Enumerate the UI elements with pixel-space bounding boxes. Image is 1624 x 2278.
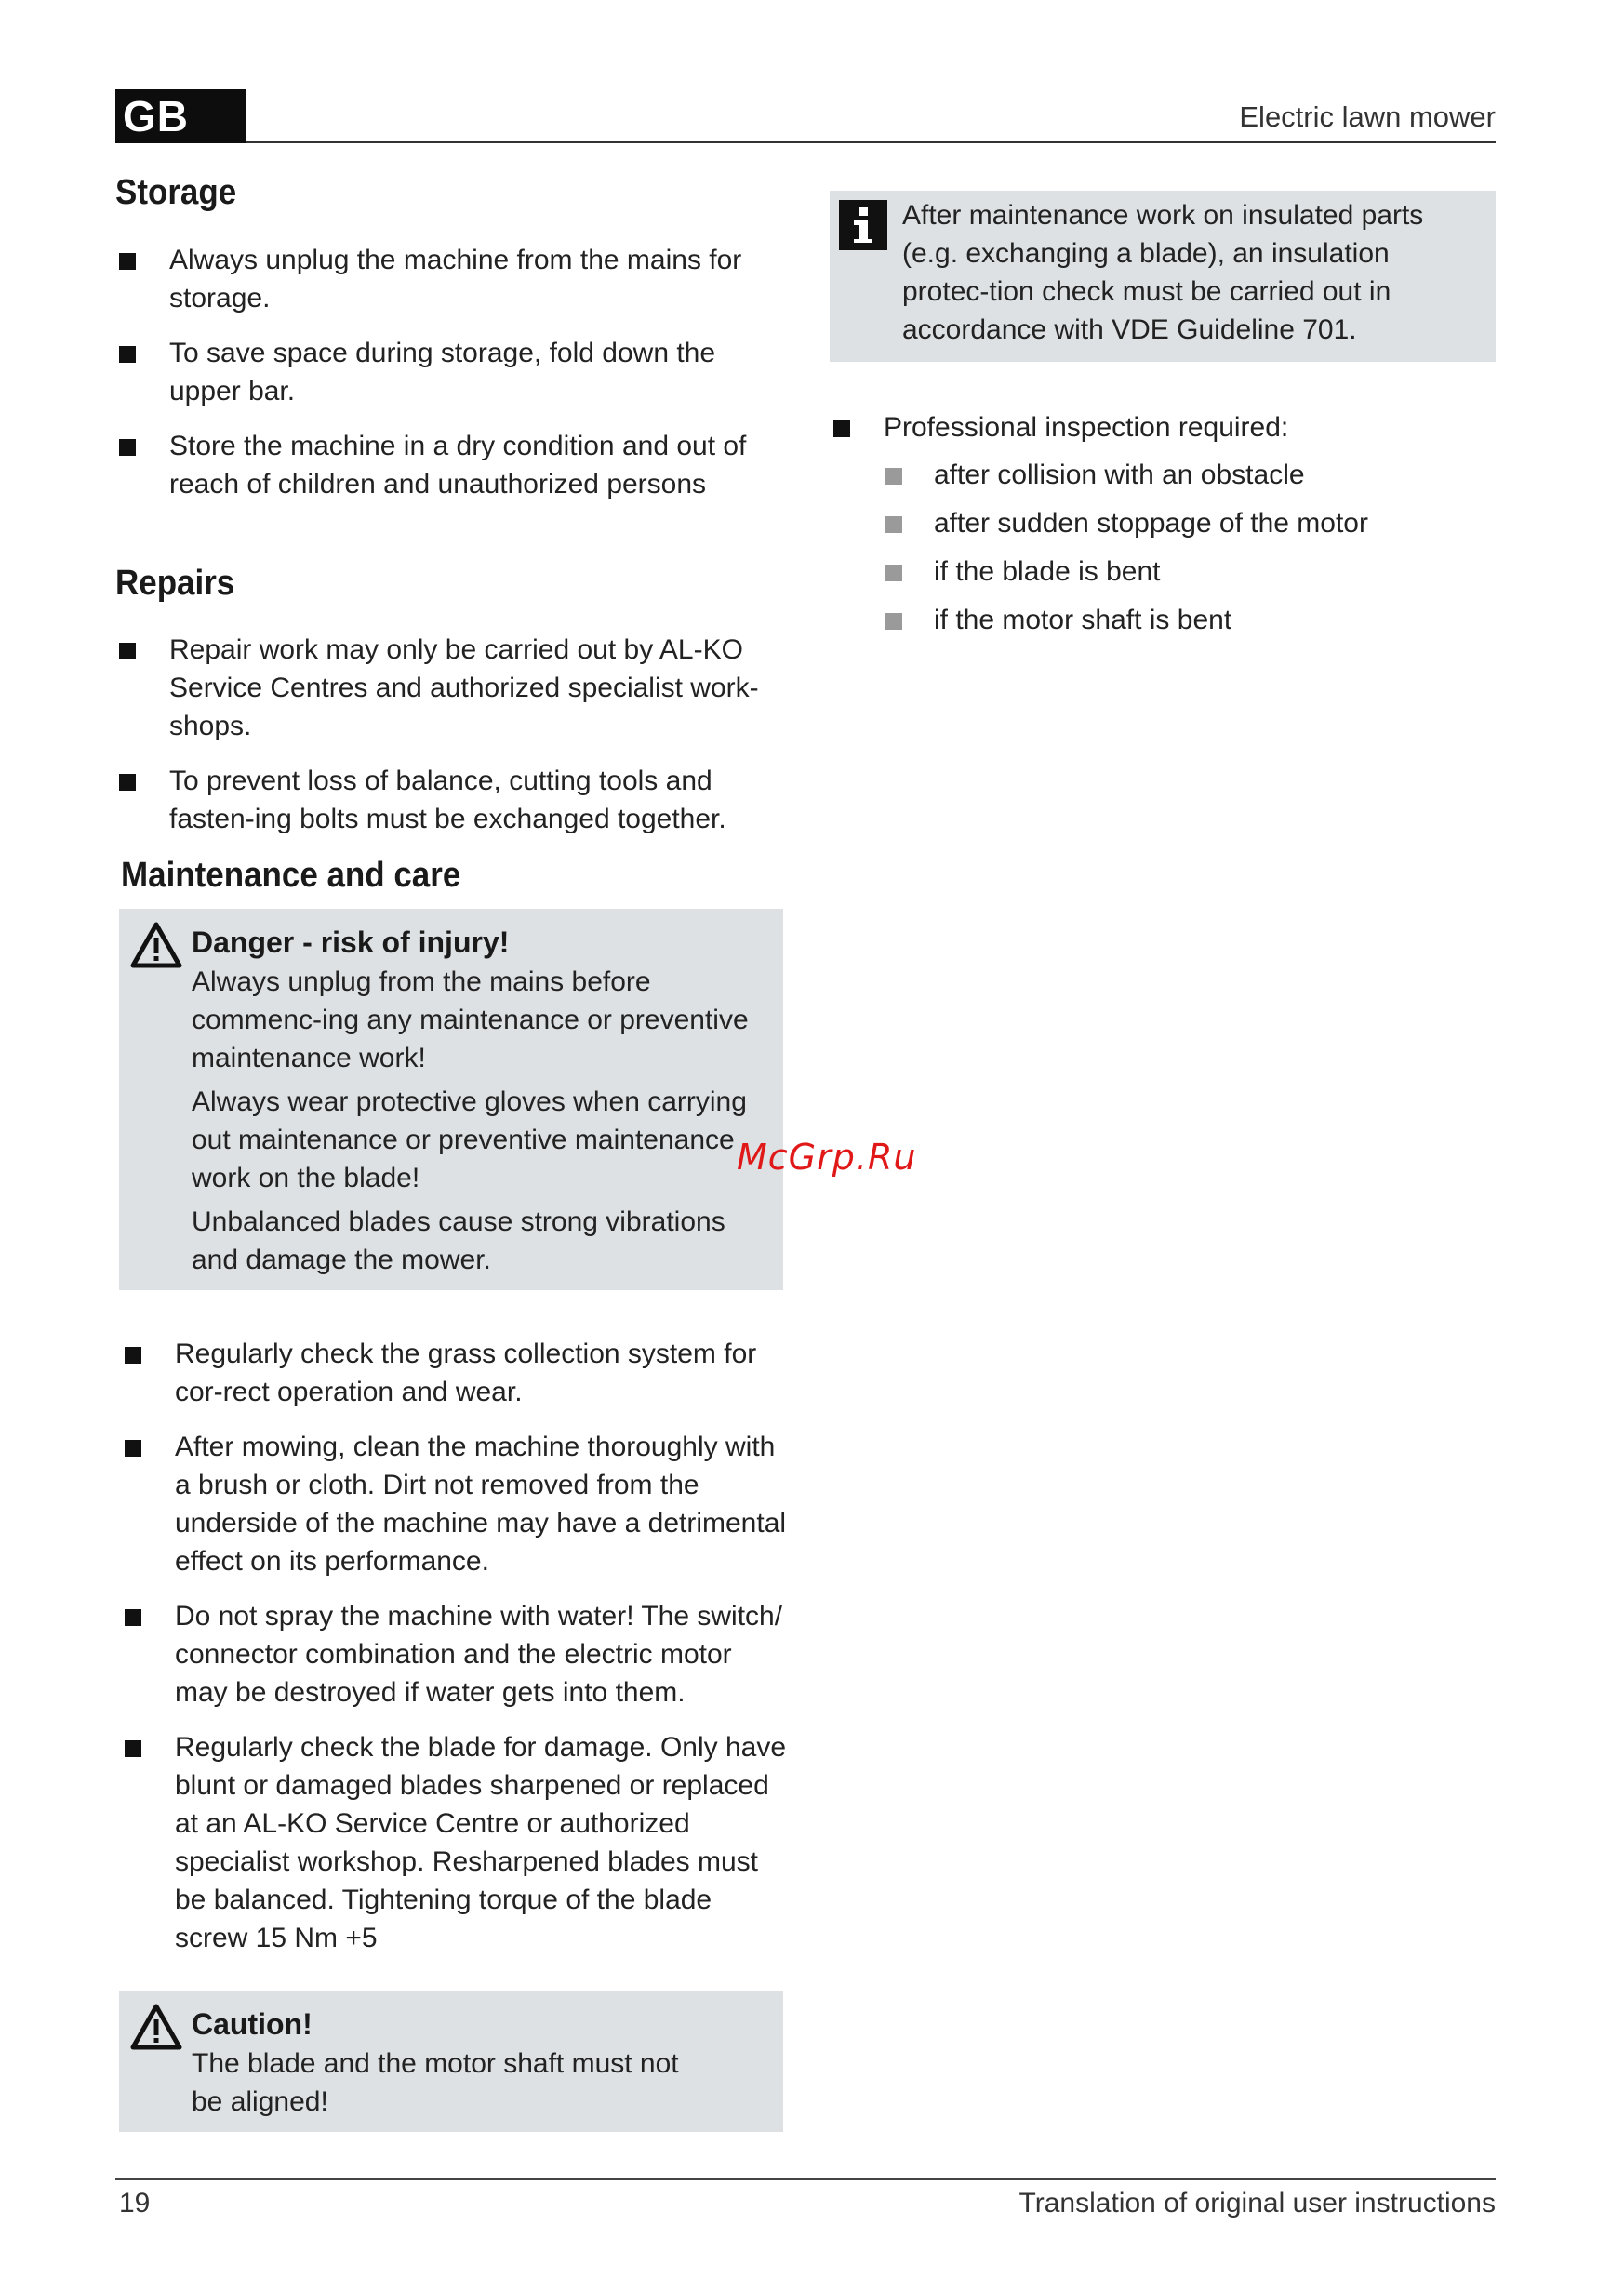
danger-title: Danger - risk of injury! (192, 925, 510, 959)
list-item: After mowing, clean the machine thoroughly with a brush or cloth. Dirt not removed from the underside of the machine may have a detrimental effect on its performance. (121, 1428, 789, 1580)
info-notice (830, 191, 1496, 362)
danger-paragraph: Always unplug from the mains before commenc-ing any maintenance or preventive maintenance work! (192, 966, 749, 1073)
list-item: Repair work may only be carried out by AL-KO Service Centres and authorized specialist work-shops. (115, 631, 765, 745)
info-icon (839, 200, 887, 255)
info-text: After maintenance work on insulated parts (e.g. exchanging a blade), an insulation protec-tion check must be carried out in accordance with VDE Guideline 701. (902, 200, 1424, 345)
repairs-list (115, 631, 785, 838)
header-rule (246, 141, 1496, 143)
list-item: Always unplug the machine from the mains for storage. (115, 241, 765, 317)
language-badge: GB (115, 89, 246, 143)
list-item: To save space during storage, fold down the upper bar. (115, 334, 783, 410)
inspection-label: Professional inspection required: (830, 408, 1496, 446)
repairs-heading: Repairs (115, 563, 235, 603)
list-item: To prevent loss of balance, cutting tools and fasten-ing bolts must be exchanged together. (115, 762, 802, 838)
footer-note: Translation of original user instructions (1018, 2188, 1496, 2218)
inspection-list (830, 408, 1496, 446)
right-column (830, 191, 1496, 649)
inspection-sublist (882, 456, 1496, 639)
list-item: after collision with an obstacle (882, 456, 1496, 494)
list-item: Do not spray the machine with water! The switch/ connector combination and the electric motor may be destroyed if water gets into them. (121, 1597, 789, 1712)
caution-title: Caution! (192, 2006, 313, 2041)
page-number: 19 (119, 2188, 151, 2218)
maintenance-list (121, 1335, 785, 1957)
warning-triangle-icon (130, 922, 182, 973)
list-item: Regularly check the grass collection system for cor-rect operation and wear. (121, 1335, 789, 1411)
list-item: Regularly check the blade for damage. Only have blunt or damaged blades sharpened or replaced at an AL-KO Service Centre or authorized specialist workshop. Resharpened blades must be balanced. Tightening torque of the blade screw 15 Nm +5 (121, 1728, 789, 1957)
warning-triangle-icon (130, 2004, 182, 2055)
danger-paragraph: Always wear protective gloves when carrying out maintenance or preventive maintenance work on the blade! (192, 1086, 747, 1193)
footer-rule (115, 2178, 1496, 2180)
left-column (115, 172, 785, 2132)
storage-list (115, 241, 785, 503)
list-item: if the motor shaft is bent (882, 601, 1496, 639)
list-item: if the blade is bent (882, 553, 1496, 591)
storage-heading: Storage (115, 173, 237, 212)
danger-paragraph: Unbalanced blades cause strong vibrations and damage the mower. (192, 1206, 725, 1275)
caution-notice (119, 1991, 783, 2132)
maintenance-heading: Maintenance and care (121, 856, 461, 896)
caution-text: The blade and the motor shaft must not be aligned! (192, 2047, 679, 2117)
watermark: McGrp.Ru (737, 1137, 917, 1178)
document-title: Electric lawn mower (1239, 100, 1496, 133)
list-item: Store the machine in a dry condition and out of reach of children and unauthorized persons (115, 427, 765, 503)
danger-notice (119, 909, 783, 1290)
list-item: after sudden stoppage of the motor (882, 504, 1496, 542)
